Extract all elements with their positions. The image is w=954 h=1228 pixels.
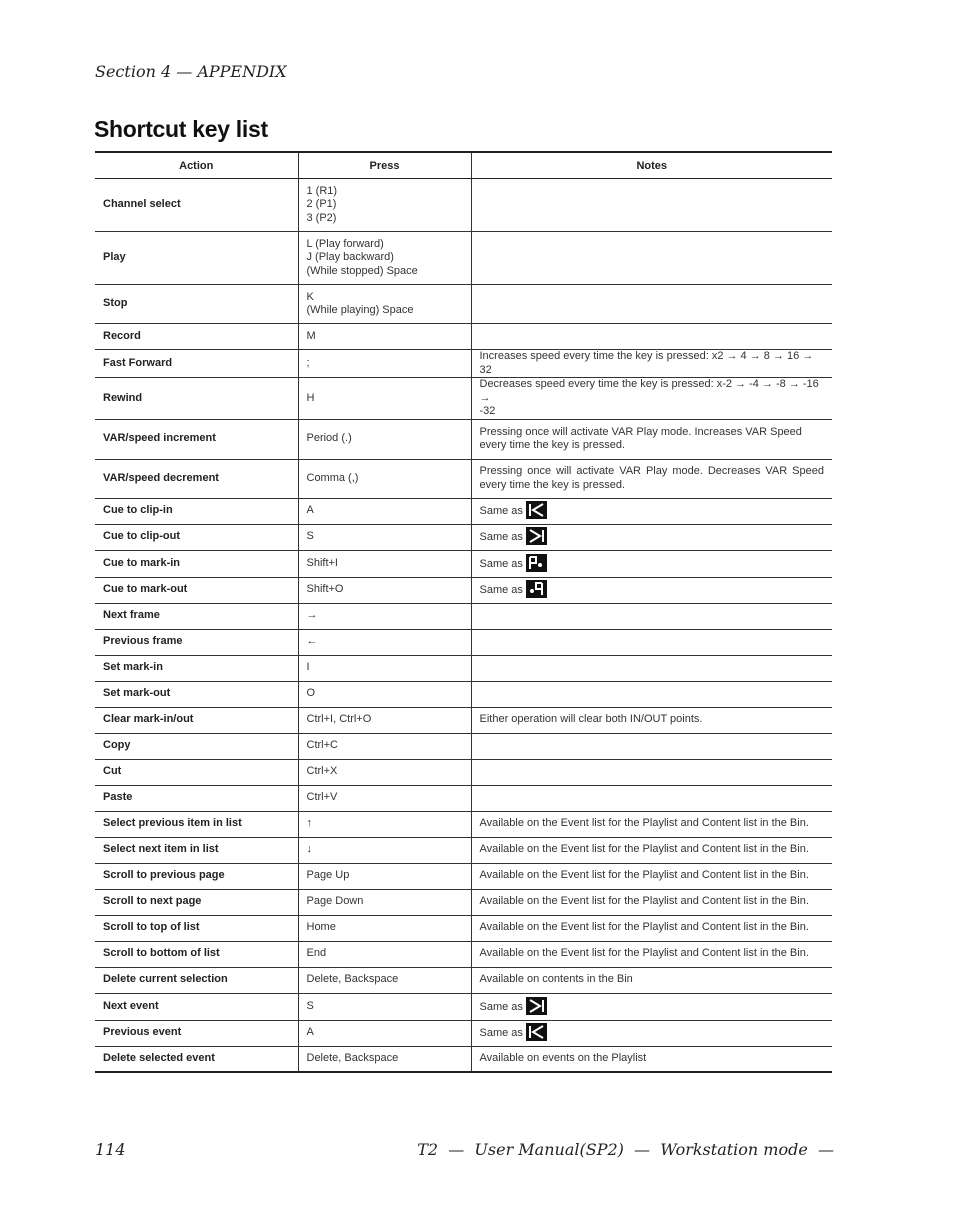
notes-cell xyxy=(471,550,832,577)
press-cell: S xyxy=(298,993,471,1020)
column-header-press: Press xyxy=(298,152,471,179)
action-cell: Scroll to previous page xyxy=(95,863,298,889)
press-cell: ; xyxy=(298,350,471,378)
table-row xyxy=(95,967,832,993)
press-cell: Delete, Backspace xyxy=(298,967,471,993)
press-cell: I xyxy=(298,655,471,681)
notes-cell xyxy=(471,1020,832,1046)
press-cell: Shift+I xyxy=(298,550,471,577)
action-cell: Paste xyxy=(95,785,298,811)
notes-text: Same as xyxy=(479,583,523,596)
action-cell: Scroll to next page xyxy=(95,889,298,915)
notes-text: Same as xyxy=(479,557,523,570)
notes-cell xyxy=(471,498,832,524)
press-cell: A xyxy=(298,1020,471,1046)
notes-cell xyxy=(471,733,832,759)
table-row xyxy=(95,707,832,733)
table-row xyxy=(95,863,832,889)
press-cell: Home xyxy=(298,915,471,941)
notes-cell: Available on the Event list for the Playlist and Content list in the Bin. xyxy=(471,863,832,889)
action-cell: Record xyxy=(95,324,298,350)
press-cell: L (Play forward) J (Play backward) (While stopped) Space xyxy=(298,232,471,285)
notes-cell: Increases speed every time the key is pressed: x2 → 4 → 8 → 16 → 32 xyxy=(471,350,832,378)
notes-cell xyxy=(471,285,832,324)
table-row xyxy=(95,550,832,577)
press-cell: K (While playing) Space xyxy=(298,285,471,324)
press-cell: Ctrl+X xyxy=(298,759,471,785)
table-row xyxy=(95,915,832,941)
action-cell: Next frame xyxy=(95,603,298,629)
table-row xyxy=(95,232,832,285)
notes-cell xyxy=(471,577,832,603)
notes-cell: Decreases speed every time the key is pressed: x-2 → -4 → -8 → -16 → -32 xyxy=(471,378,832,420)
table-row xyxy=(95,603,832,629)
notes-cell xyxy=(471,629,832,655)
press-cell: H xyxy=(298,378,471,420)
action-cell: Delete current selection xyxy=(95,967,298,993)
mark-out-icon xyxy=(526,580,547,598)
press-cell: Ctrl+C xyxy=(298,733,471,759)
table-row xyxy=(95,811,832,837)
press-cell: Shift+O xyxy=(298,577,471,603)
clip-out-icon xyxy=(526,527,547,545)
press-cell: Page Down xyxy=(298,889,471,915)
press-cell: ← xyxy=(298,629,471,655)
action-cell: Cue to clip-in xyxy=(95,498,298,524)
notes-text: Same as xyxy=(479,1000,523,1013)
action-cell: Cut xyxy=(95,759,298,785)
clip-in-icon xyxy=(526,1023,547,1041)
press-cell: A xyxy=(298,498,471,524)
table-row xyxy=(95,785,832,811)
press-cell: M xyxy=(298,324,471,350)
press-cell: End xyxy=(298,941,471,967)
table-row xyxy=(95,419,832,459)
notes-cell xyxy=(471,785,832,811)
notes-cell: Available on contents in the Bin xyxy=(471,967,832,993)
notes-cell: Available on the Event list for the Playlist and Content list in the Bin. xyxy=(471,941,832,967)
press-cell: Ctrl+I, Ctrl+O xyxy=(298,707,471,733)
action-cell: VAR/speed increment xyxy=(95,419,298,459)
notes-cell: Available on the Event list for the Playlist and Content list in the Bin. xyxy=(471,811,832,837)
table-row xyxy=(95,889,832,915)
action-cell: Delete selected event xyxy=(95,1046,298,1072)
action-cell: Stop xyxy=(95,285,298,324)
action-cell: Set mark-in xyxy=(95,655,298,681)
action-cell: Fast Forward xyxy=(95,350,298,378)
notes-cell xyxy=(471,681,832,707)
press-cell: ↑ xyxy=(298,811,471,837)
notes-cell: Pressing once will activate VAR Play mode. Increases VAR Speed every time the key is pressed. xyxy=(471,419,832,459)
table-row xyxy=(95,498,832,524)
notes-cell xyxy=(471,603,832,629)
action-cell: Clear mark-in/out xyxy=(95,707,298,733)
table-row xyxy=(95,655,832,681)
action-cell: Play xyxy=(95,232,298,285)
action-cell: Scroll to top of list xyxy=(95,915,298,941)
mark-in-icon xyxy=(526,554,547,572)
action-cell: Next event xyxy=(95,993,298,1020)
table-row xyxy=(95,459,832,498)
table-header-row xyxy=(95,152,832,179)
notes-cell xyxy=(471,524,832,550)
column-header-action: Action xyxy=(95,152,298,179)
table-row xyxy=(95,285,832,324)
notes-cell xyxy=(471,232,832,285)
notes-cell: Available on the Event list for the Playlist and Content list in the Bin. xyxy=(471,837,832,863)
press-cell: → xyxy=(298,603,471,629)
notes-text: Same as xyxy=(479,1026,523,1039)
action-cell: Rewind xyxy=(95,378,298,420)
notes-cell xyxy=(471,993,832,1020)
table-row xyxy=(95,733,832,759)
table-row xyxy=(95,941,832,967)
press-cell: 1 (R1) 2 (P1) 3 (P2) xyxy=(298,179,471,232)
page-number: 114 xyxy=(95,1140,126,1159)
notes-cell xyxy=(471,655,832,681)
table-row xyxy=(95,179,832,232)
notes-cell: Pressing once will activate VAR Play mode. Decreases VAR Speed every time the key is pressed. xyxy=(471,459,832,498)
press-cell: Period (.) xyxy=(298,419,471,459)
table-row xyxy=(95,993,832,1020)
notes-cell: Either operation will clear both IN/OUT points. xyxy=(471,707,832,733)
table-row xyxy=(95,837,832,863)
clip-out-icon xyxy=(526,997,547,1015)
table-row xyxy=(95,324,832,350)
table-row xyxy=(95,759,832,785)
action-cell: VAR/speed decrement xyxy=(95,459,298,498)
notes-cell xyxy=(471,324,832,350)
table-row xyxy=(95,350,832,378)
action-cell: Cue to mark-out xyxy=(95,577,298,603)
action-cell: Cue to clip-out xyxy=(95,524,298,550)
notes-cell: Available on the Event list for the Playlist and Content list in the Bin. xyxy=(471,889,832,915)
action-cell: Set mark-out xyxy=(95,681,298,707)
action-cell: Scroll to bottom of list xyxy=(95,941,298,967)
notes-cell: Available on events on the Playlist xyxy=(471,1046,832,1072)
action-cell: Previous frame xyxy=(95,629,298,655)
press-cell: S xyxy=(298,524,471,550)
action-cell: Channel select xyxy=(95,179,298,232)
action-cell: Copy xyxy=(95,733,298,759)
notes-cell: Available on the Event list for the Playlist and Content list in the Bin. xyxy=(471,915,832,941)
action-cell: Cue to mark-in xyxy=(95,550,298,577)
action-cell: Select previous item in list xyxy=(95,811,298,837)
action-cell: Previous event xyxy=(95,1020,298,1046)
press-cell: O xyxy=(298,681,471,707)
shortcut-table xyxy=(95,151,832,1073)
section-header: Section 4 — APPENDIX xyxy=(95,62,287,81)
table-row xyxy=(95,681,832,707)
clip-in-icon xyxy=(526,501,547,519)
table-row xyxy=(95,1046,832,1072)
table-row xyxy=(95,524,832,550)
press-cell: Delete, Backspace xyxy=(298,1046,471,1072)
footer-doc-title: T2 — User Manual(SP2) — Workstation mode — xyxy=(417,1140,834,1159)
table-row xyxy=(95,629,832,655)
press-cell: Comma (,) xyxy=(298,459,471,498)
table-row xyxy=(95,577,832,603)
notes-text: Same as xyxy=(479,504,523,517)
table-row xyxy=(95,378,832,420)
press-cell: ↓ xyxy=(298,837,471,863)
table-row xyxy=(95,1020,832,1046)
page-title: Shortcut key list xyxy=(94,116,268,142)
notes-text: Same as xyxy=(479,530,523,543)
action-cell: Select next item in list xyxy=(95,837,298,863)
notes-cell xyxy=(471,759,832,785)
column-header-notes: Notes xyxy=(471,152,832,179)
notes-cell xyxy=(471,179,832,232)
press-cell: Ctrl+V xyxy=(298,785,471,811)
press-cell: Page Up xyxy=(298,863,471,889)
